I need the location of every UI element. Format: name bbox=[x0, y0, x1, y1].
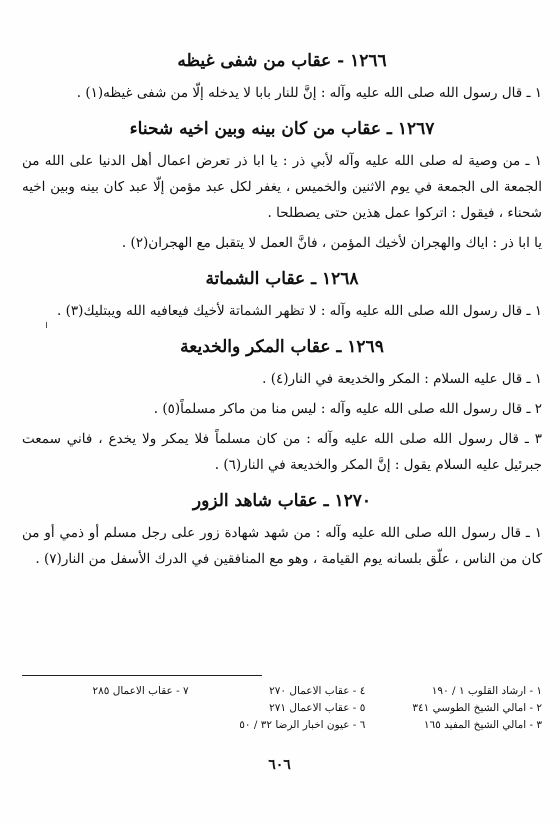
paragraph: يا ابا ذر : اياك والهجران لأخيك المؤمن ، فانَّ العمل لا يتقبل مع الهجران(٢) . bbox=[121, 235, 542, 251]
paragraph: ١ ـ قال عليه السلام : المكر والخديعة في النار(٤) . bbox=[262, 371, 542, 387]
section-heading: ١٢٦٩ ـ عقاب المكر والخديعة bbox=[180, 337, 384, 357]
footnote-divider bbox=[22, 675, 262, 676]
section-heading: ١٢٦٧ ـ عقاب من كان بينه وبين اخيه شحناء bbox=[129, 119, 435, 139]
footnote: ٧ - عقاب الاعمال ٢٨٥ bbox=[92, 685, 189, 697]
section-1267 bbox=[22, 116, 542, 256]
paragraph: ١ ـ من وصية له صلى الله عليه وآله لأبي ذر : يا ابا ذر تعرض اعمال أهل الدنيا على الله من الجمعة الى الجمعة في يوم الاثنين والخميس ، يغفر لكل عبد مؤمن إلّا عبد كان بينه وبين اخيه شحناء ، فيقول : اتركوا عمل هذين حتى يصطلحا . bbox=[22, 153, 542, 221]
section-1268 bbox=[22, 266, 542, 324]
section-1270 bbox=[22, 488, 542, 572]
paragraph: ٣ ـ قال رسول الله صلى الله عليه وآله : من كان مسلماً فلا يمكر ولا يخدع ، فاني سمعت جبرئيل عليه السلام يقول : إنَّ المكر والخديعة في النار(٦) . bbox=[22, 431, 542, 473]
paragraph: ١ ـ قال رسول الله صلى الله عليه وآله : إنَّ للنار بابا لا يدخله إلّا من شفى غيظه(١) . bbox=[76, 85, 542, 101]
footnote-column bbox=[375, 683, 542, 734]
margin-mark bbox=[46, 322, 47, 328]
footnote: ٢ - امالي الشيخ الطوسي ٣٤١ bbox=[412, 702, 542, 714]
section-1269 bbox=[22, 334, 542, 478]
section-heading: ١٢٦٦ - عقاب من شفى غيظه bbox=[177, 51, 387, 71]
section-heading: ١٢٧٠ ـ عقاب شاهد الزور bbox=[192, 491, 372, 511]
section-1266 bbox=[22, 48, 542, 106]
paragraph: ٢ ـ قال رسول الله صلى الله عليه وآله : ليس منا من ماكر مسلماً(٥) . bbox=[153, 401, 542, 417]
footnote: ١ - ارشاد القلوب ١ / ١٩٠ bbox=[431, 685, 542, 697]
footnote: ٣ - امالي الشيخ المفيد ١٦٥ bbox=[423, 719, 542, 731]
paragraph: ١ ـ قال رسول الله صلى الله عليه وآله : لا تظهر الشماتة لأخيك فيعافيه الله ويبتليك(٣) . bbox=[57, 303, 542, 319]
page-number: ٦٠٦ bbox=[268, 757, 291, 773]
footnote: ٤ - عقاب الاعمال ٢٧٠ bbox=[269, 685, 366, 697]
paragraph: ١ ـ قال رسول الله صلى الله عليه وآله : من شهد شهادة زور على رجل مسلم أو ذمي أو من كان من الناس ، علّق بلسانه يوم القيامة ، وهو مع المنافقين في الدرك الأسفل من النار(٧) . bbox=[22, 525, 542, 567]
section-heading: ١٢٦٨ ـ عقاب الشماتة bbox=[205, 269, 359, 289]
page-body bbox=[22, 48, 542, 576]
footnote: ٦ - عيون اخبار الرضا ٣٢ / ٥٠ bbox=[239, 719, 366, 731]
footnote-column bbox=[199, 683, 366, 734]
footnote-column bbox=[22, 683, 189, 734]
footnote: ٥ - عقاب الاعمال ٢٧١ bbox=[269, 702, 366, 714]
footnotes bbox=[22, 683, 542, 734]
